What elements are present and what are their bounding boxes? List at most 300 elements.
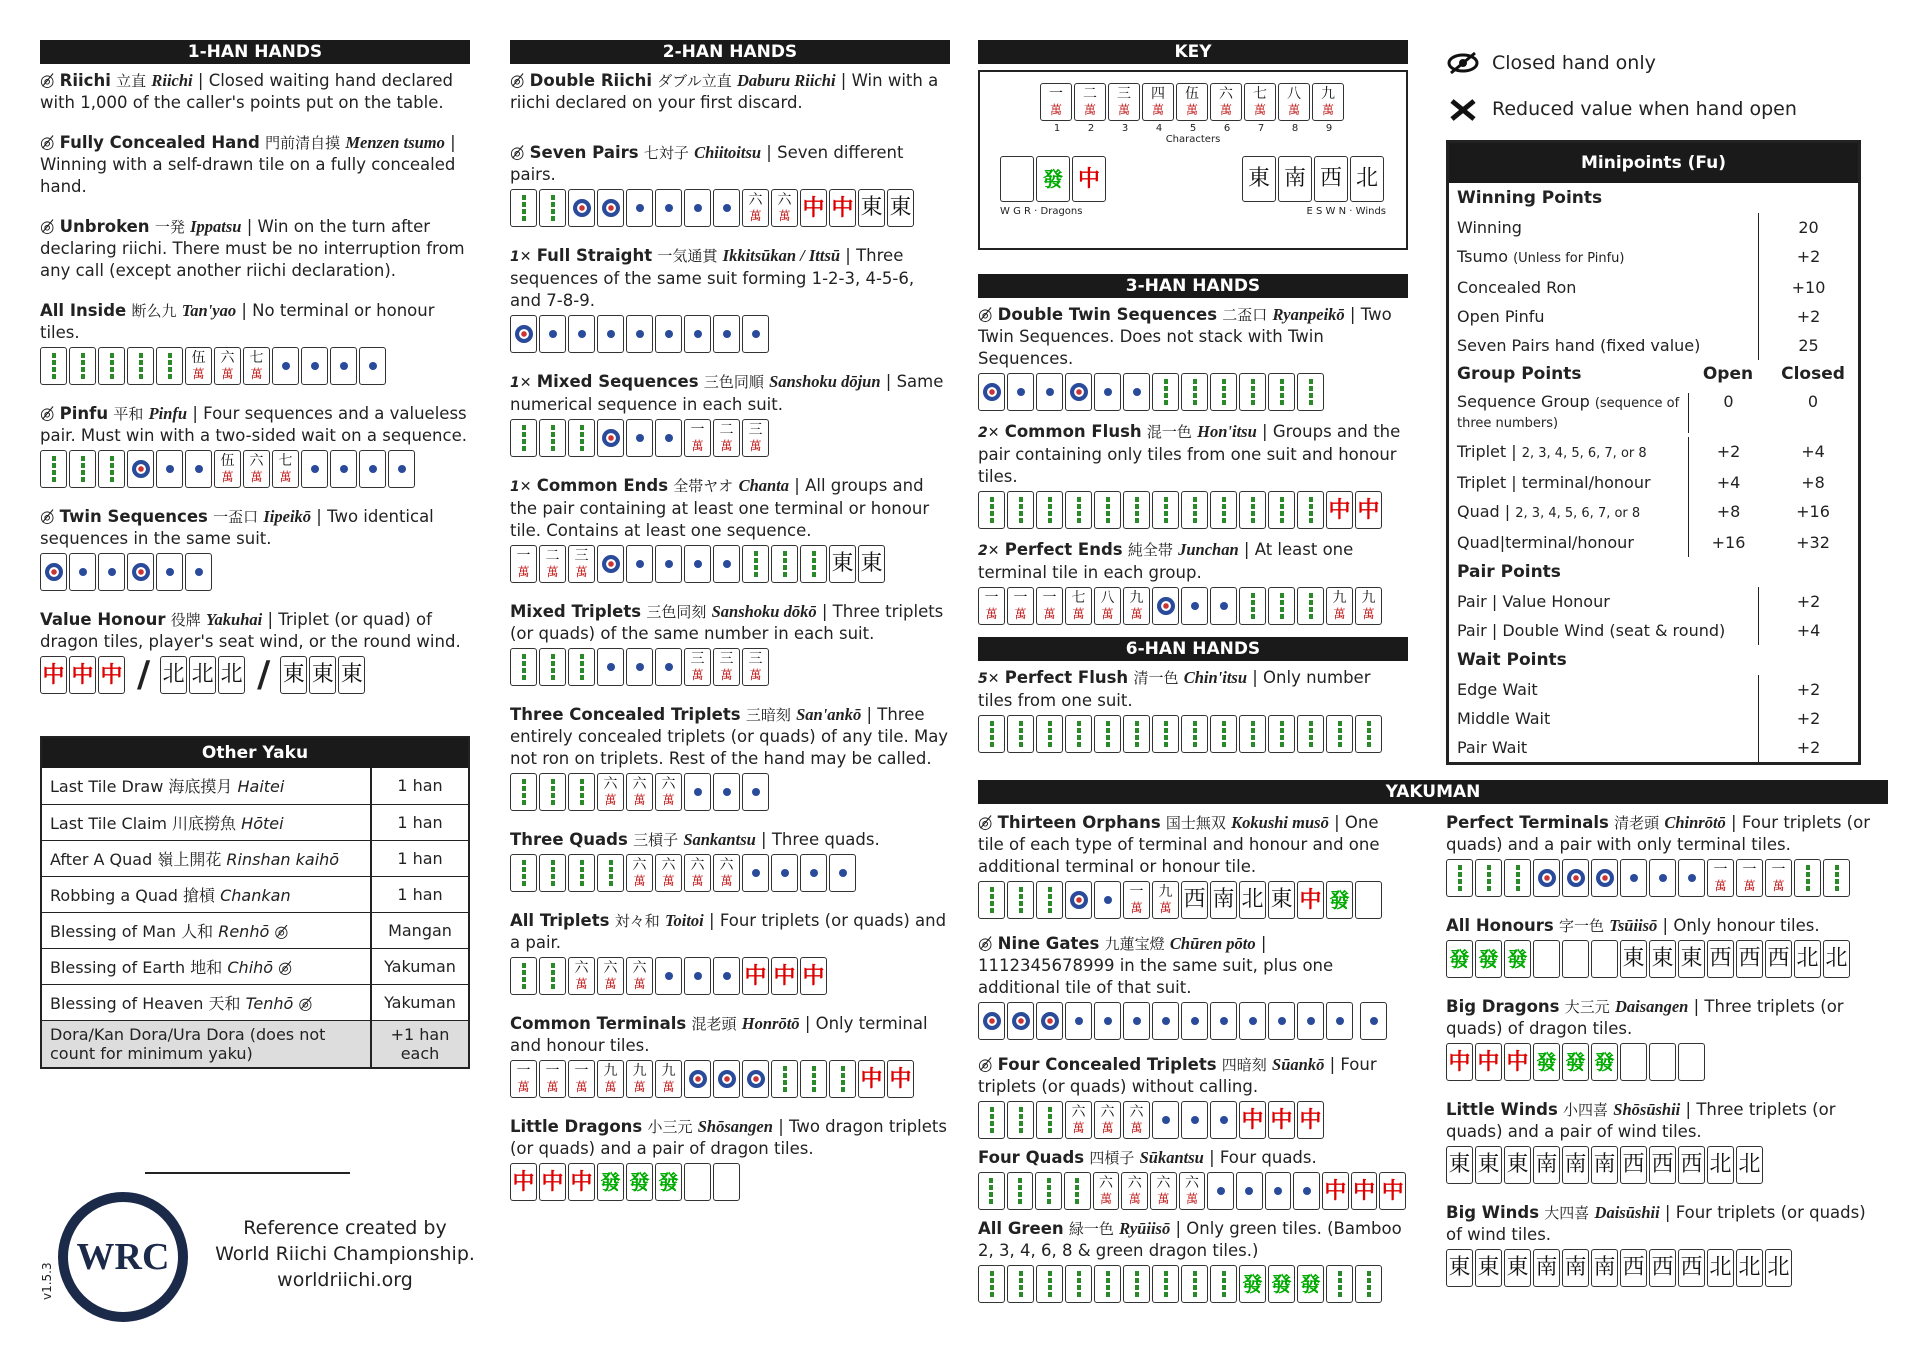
tile-man: 八 萬 (1094, 587, 1121, 625)
tile-sou (1239, 373, 1266, 411)
tile-sou (1152, 1265, 1179, 1303)
tile-man: 一 萬 (568, 1060, 595, 1098)
tile-sou (1036, 881, 1063, 919)
yaku-pinfu: ◎̸ Pinfu 平和 Pinfu | Four sequences and a valueless pair. Must win with a two-sided wait on a sequence. (40, 404, 467, 445)
tile-man: 六 萬 (1123, 1101, 1150, 1139)
tile-man: 六 萬 (771, 189, 798, 227)
tile-pin (713, 545, 740, 583)
tile-wind: 東 (887, 189, 914, 227)
tile-sou (1094, 491, 1121, 529)
closed-hand-icon: ◎̸ (40, 133, 55, 152)
tile-sou (1239, 491, 1266, 529)
tile-pin (1649, 859, 1676, 897)
closed-hand-icon: ◎̸ (274, 921, 289, 941)
tile-pin (185, 450, 212, 488)
yaku-chanta: 1✕ Common Ends 全帯ヤオ Chanta | All groups and the pair containing at least one terminal or honour tile. Contains at least one sequence. (510, 476, 930, 540)
tile-wind: 東 (1475, 1249, 1502, 1287)
tile-man: 六 萬 (1150, 1172, 1177, 1210)
tile-wind: 西 (1678, 1249, 1705, 1287)
tile-wind: 東 (1504, 1146, 1531, 1184)
tile-chun: 中 (887, 1060, 914, 1098)
tile-sou (1152, 491, 1179, 529)
tile-chun: 中 (858, 1060, 885, 1098)
yaku-iipeiko: ◎̸ Twin Sequences 一盃口 Iipeikō | Two identical sequences in the same suit. (40, 507, 434, 548)
tile-pin (655, 957, 682, 995)
yaku-suuanko: ◎̸ Four Concealed Triplets 四暗刻 Sūankō | Four triplets (or quads) without calling. (978, 1055, 1377, 1096)
tile-man: 一 萬 (1765, 859, 1792, 897)
tile-haku (1620, 1043, 1647, 1081)
tile-pin (1181, 1002, 1208, 1040)
tile-sou (1794, 859, 1821, 897)
tile-sou (1355, 1265, 1382, 1303)
tile-pin (742, 773, 769, 811)
legend-reduced: Reduced value when hand open (1446, 86, 1886, 132)
tile-man: 九 萬 (1326, 587, 1353, 625)
closed-hand-icon: ◎̸ (978, 934, 993, 953)
tile-haku (713, 1163, 740, 1201)
tile-sou (1181, 715, 1208, 753)
tile-pin (713, 957, 740, 995)
ryanpeiko-tiles (978, 373, 1408, 411)
tile-sou (1297, 373, 1324, 411)
tile-sou (69, 347, 96, 385)
tile-pin (1360, 1002, 1387, 1040)
tile-pin (127, 553, 154, 591)
yaku-yakuhai: Value Honour 役牌 Yakuhai | Triplet (or quad) of dragon tiles, player's seat wind, or the round wind. (40, 610, 461, 651)
tile-pin (1181, 1101, 1208, 1139)
tile-sou (510, 854, 537, 892)
closed-hand-icon: ◎̸ (978, 305, 993, 324)
tile-sou (1210, 1265, 1237, 1303)
tile-sou (1065, 491, 1092, 529)
chiitoitsu-tiles (510, 189, 950, 227)
yaku-fully-concealed: ◎̸ Fully Concealed Hand 門前清自摸 Menzen tsumo | Winning with a self-drawn tile on a fully concealed hand. (40, 133, 456, 196)
tanyao-tiles (40, 347, 470, 385)
tile-pin (684, 545, 711, 583)
tile-pin (1007, 373, 1034, 411)
tile-man: 六 萬 (597, 957, 624, 995)
tile-pin (359, 347, 386, 385)
tile-pin (1562, 859, 1589, 897)
tile-pin (330, 450, 357, 488)
tile-sou (1094, 1265, 1121, 1303)
suukantsu-tiles (978, 1172, 1408, 1210)
other-yaku-header: Other Yaku (41, 737, 469, 768)
tile-pin (713, 189, 740, 227)
tile-pin (1065, 373, 1092, 411)
tile-chun: 中 (1326, 491, 1353, 529)
tile-man: 六 萬 (626, 957, 653, 995)
tile-pin (626, 419, 653, 457)
tile-man: 七 萬 (272, 450, 299, 488)
tile-sou (1123, 715, 1150, 753)
tile-sou (539, 957, 566, 995)
tile-chun: 中 (1297, 1101, 1324, 1139)
tile-man: 六 萬 (1093, 1172, 1120, 1210)
tile-wind: 東 (1649, 940, 1676, 978)
closed-hand-icon: ◎̸ (510, 143, 525, 162)
three-han-header: 3-HAN HANDS (978, 274, 1408, 298)
tile-man: 一 萬 (1736, 859, 1763, 897)
closed-hand-icon: ◎̸ (40, 71, 55, 90)
sanshoku-doko-tiles (510, 648, 950, 686)
yaku-sananko: Three Concealed Triplets 三暗刻 San'ankō | Three entirely concealed triplets (or quads) of any tile. May not ron on triplets. Rest of the hand may be called. (510, 705, 949, 768)
separator-slash: / (257, 654, 271, 695)
tile-hatsu: 發 (1591, 1043, 1618, 1081)
tile-pin (655, 315, 682, 353)
tile-sou (800, 1060, 827, 1098)
tile-pin (1591, 859, 1618, 897)
tile-hatsu: 發 (1504, 940, 1531, 978)
tile-sou (1355, 715, 1382, 753)
honitsu-tiles (978, 491, 1408, 529)
closed-hand-icon (1446, 51, 1480, 75)
tile-man: 二 萬 (1074, 83, 1106, 121)
tile-hatsu: 發 (1239, 1265, 1266, 1303)
tile-pin (330, 347, 357, 385)
tile-man: 六 萬 (626, 773, 653, 811)
tile-sou (568, 648, 595, 686)
tile-pin (684, 315, 711, 353)
junchan-tiles (978, 587, 1408, 625)
tile-wind: 西 (1765, 940, 1792, 978)
tile-man: 九 萬 (655, 1060, 682, 1098)
yaku-tsuuiisou: All Honours 字一色 Tsūiisō | Only honour tiles. (1446, 916, 1820, 935)
yaku-daisangen: Big Dragons 大三元 Daisangen | Three triplets (or quads) of dragon tiles. (1446, 997, 1844, 1038)
tile-sou (1123, 1265, 1150, 1303)
tile-sou (539, 419, 566, 457)
tile-pin (1620, 859, 1647, 897)
tile-pin (272, 347, 299, 385)
tile-pin (771, 854, 798, 892)
yaku-shosangen: Little Dragons 小三元 Shōsangen | Two dragon triplets (or quads) and a pair of dragon tiles. (510, 1117, 947, 1158)
tile-hatsu: 發 (1475, 940, 1502, 978)
tile-pin (1094, 373, 1121, 411)
fu-table: Minipoints (Fu) Winning Points Winning 20 Tsumo (Unless for Pinfu) +2 Concealed Ron +10 Open Pinfu +2 Seven Pairs hand (fixed value) 25 Group Points Open Closed Sequence Group (sequence of three numbers) 0 0 Triplet | 2, 3, 4, 5, 6, 7, or 8 +2 +4 Triplet | terminal/honour +4 +8 Quad | 2, 3, 4, 5, 6, 7, or 8 +8 +16 Quad|terminal/honour +16 +32 Pair Points Pair | Value Honour +2 Pair | Double Wind (seat & round) +4 Wait Points Edge Wait +2 Middle Wait +2 Pair Wait +2 (1446, 140, 1861, 765)
tile-man: 六 萬 (1179, 1172, 1206, 1210)
tile-sou (1239, 587, 1266, 625)
legend-closed: Closed hand only (1446, 40, 1886, 86)
tile-hatsu: 發 (626, 1163, 653, 1201)
tile-haku (1649, 1043, 1676, 1081)
tile-man: 三 萬 (568, 545, 595, 583)
tile-pin (98, 553, 125, 591)
tile-chun: 中 (98, 656, 125, 694)
tile-man: 六 萬 (568, 957, 595, 995)
tile-sou (568, 419, 595, 457)
tile-sou (539, 189, 566, 227)
sanshoku-tiles (510, 419, 950, 457)
table-row: Robbing a Quad 搶槓 Chankan 1 han (41, 876, 469, 912)
tile-pin (742, 854, 769, 892)
tile-sou (40, 450, 67, 488)
tile-chun: 中 (1446, 1043, 1473, 1081)
tile-man: 九 萬 (626, 1060, 653, 1098)
tile-wind: 南 (1533, 1146, 1560, 1184)
tile-wind: 北 (1707, 1249, 1734, 1287)
chuuren-tiles (978, 1002, 1408, 1040)
tile-sou (1181, 491, 1208, 529)
tile-wind: 北 (1350, 156, 1384, 202)
column-three (978, 40, 1408, 753)
chanta-tiles (510, 545, 950, 583)
tile-pin (568, 189, 595, 227)
tile-wind: 北 (1765, 1249, 1792, 1287)
tile-sou (510, 773, 537, 811)
tile-sou (800, 545, 827, 583)
table-row: After A Quad 嶺上開花 Rinshan kaihō 1 han (41, 840, 469, 876)
yaku-ittsu: 1✕ Full Straight 一気通貫 Ikkitsūkan / Ittsū | Three sequences of the same suit forming 1-2-3, 4-5-6, and 7-8-9. (510, 246, 915, 310)
tile-pin (1094, 1002, 1121, 1040)
tile-wind: 南 (1533, 1249, 1560, 1287)
tile-man: 七 萬 (1065, 587, 1092, 625)
tile-pin (1297, 1002, 1324, 1040)
tile-chun: 中 (539, 1163, 566, 1201)
daisuushii-tiles (1446, 1249, 1886, 1287)
tile-pin (1210, 1101, 1237, 1139)
tile-sou (98, 450, 125, 488)
tile-pin (510, 315, 537, 353)
tile-pin (978, 373, 1005, 411)
tile-sou (771, 545, 798, 583)
yaku-riichi: ◎̸ Riichi 立直 Riichi | Closed waiting hand declared with 1,000 of the caller's points put on the table. (40, 71, 453, 112)
tile-sou (1181, 1265, 1208, 1303)
reduced-value-icon: 1✕ (510, 375, 532, 391)
tile-pin (597, 189, 624, 227)
tile-man: 伍 萬 (1176, 83, 1208, 121)
yaku-chuuren: ◎̸ Nine Gates 九蓮宝燈 Chūren pōto | 1112345678999 in the same suit, plus one additional tile of that suit. (978, 934, 1334, 997)
tile-sou (1268, 491, 1295, 529)
tile-north: 北 (218, 656, 245, 694)
tile-man: 六 萬 (742, 189, 769, 227)
tile-wind: 西 (1181, 881, 1208, 919)
tile-haku (1591, 940, 1618, 978)
tsuuiisou-tiles (1446, 940, 1886, 978)
tile-wind: 西 (1620, 1146, 1647, 1184)
two-han-header: 2-HAN HANDS (510, 40, 950, 64)
tile-man: 七 萬 (1244, 83, 1276, 121)
tile-sou (1297, 491, 1324, 529)
tile-wind: 南 (1562, 1249, 1589, 1287)
tile-pin (684, 1060, 711, 1098)
tile-pin (713, 315, 740, 353)
tile-wind: 北 (1736, 1249, 1763, 1287)
reduced-value-icon: 1✕ (510, 249, 532, 265)
reduced-value-icon: 5✕ (978, 671, 1000, 687)
tile-man: 伍 萬 (214, 450, 241, 488)
tile-pin (185, 553, 212, 591)
shosangen-tiles (510, 1163, 950, 1201)
tile-wind: 西 (1649, 1146, 1676, 1184)
chinitsu-tiles (978, 715, 1408, 753)
yaku-ryuuiisou: All Green 緑一色 Ryūiisō | Only green tiles. (Bamboo 2, 3, 4, 6, 8 & green dragon tiles.) (978, 1219, 1402, 1260)
tile-sou (1123, 491, 1150, 529)
tile-chun: 中 (829, 189, 856, 227)
tile-chun: 中 (800, 189, 827, 227)
tile-sou (978, 1265, 1005, 1303)
shousuushii-tiles (1446, 1146, 1886, 1184)
table-row: Blessing of Heaven 天和 Tenhō ◎̸ Yakuman (41, 984, 469, 1020)
tile-sou (1036, 715, 1063, 753)
yaku-chinitsu: 5✕ Perfect Flush 清一色 Chin'itsu | Only number tiles from one suit. (978, 668, 1371, 710)
table-row: Blessing of Earth 地和 Chihō ◎̸ Yakuman (41, 948, 469, 984)
separator-slash: / (137, 654, 151, 695)
tile-man: 一 萬 (539, 1060, 566, 1098)
tile-man: 九 萬 (597, 1060, 624, 1098)
tile-pin (1123, 373, 1150, 411)
tile-pin (301, 450, 328, 488)
tile-sou (1181, 373, 1208, 411)
column-two-han (510, 40, 950, 1201)
tile-sou (539, 773, 566, 811)
tile-sou (156, 347, 183, 385)
tile-pin (388, 450, 415, 488)
tile-pin (684, 957, 711, 995)
tile-chun: 中 (1351, 1172, 1378, 1210)
tile-pin (597, 545, 624, 583)
tile-sou (127, 347, 154, 385)
tile-sou (510, 648, 537, 686)
reduced-value-icon (1446, 97, 1480, 121)
tile-pin (829, 854, 856, 892)
tile-sou (1326, 1265, 1353, 1303)
tile-wind: 西 (1707, 940, 1734, 978)
tile-man: 四 萬 (1142, 83, 1174, 121)
tile-pin (1236, 1172, 1263, 1210)
tile-wind: 東 (1446, 1146, 1473, 1184)
tile-haku (1000, 156, 1034, 202)
tile-wind: 北 (1823, 940, 1850, 978)
tile-sou (1007, 715, 1034, 753)
tile-sou (1094, 715, 1121, 753)
tile-pin (1065, 1002, 1092, 1040)
tile-pin (301, 347, 328, 385)
key-header: KEY (978, 40, 1408, 64)
tile-sou (978, 1172, 1005, 1210)
tile-chun: 中 (1355, 491, 1382, 529)
tile-pin (800, 854, 827, 892)
tile-pin (1210, 1002, 1237, 1040)
tile-wind: 北 (1707, 1146, 1734, 1184)
tile-hatsu: 發 (597, 1163, 624, 1201)
tile-sou (1007, 1172, 1034, 1210)
tile-man: 三 萬 (684, 648, 711, 686)
tile-pin (597, 648, 624, 686)
tile-sou (1446, 859, 1473, 897)
tile-wind: 東 (1620, 940, 1647, 978)
yaku-kokushi: ◎̸ Thirteen Orphans 国士無双 Kokushi musō | One tile of each type of terminal and honour and one additional terminal or honour tile. (978, 813, 1380, 876)
divider (145, 1172, 350, 1174)
tile-pin (1239, 1002, 1266, 1040)
tile-sou (1152, 373, 1179, 411)
tile-sou (829, 1060, 856, 1098)
tile-key: 一 萬 二 萬 三 萬 四 萬 伍 萬 六 萬 七 萬 八 萬 九 萬 1 2 3 4 5 6 7 8 9 Characters 發 中 東 南 西 北 W G R · Dragons E S W N · Winds (978, 70, 1408, 250)
tile-man: 二 萬 (713, 419, 740, 457)
tile-pin (1678, 859, 1705, 897)
yaku-daisuushii: Big Winds 大四喜 Daisūshii | Four triplets (or quads) of wind tiles. (1446, 1203, 1866, 1244)
closed-hand-icon: ◎̸ (510, 71, 525, 90)
tile-wind: 東 (1268, 881, 1295, 919)
tile-sou (1007, 881, 1034, 919)
tile-man: 九 萬 (1355, 587, 1382, 625)
tile-man: 六 萬 (1121, 1172, 1148, 1210)
tile-pin (539, 315, 566, 353)
tile-sou (510, 189, 537, 227)
tile-east: 東 (338, 656, 365, 694)
tile-sou (1297, 587, 1324, 625)
column-four (1446, 40, 1886, 765)
ryuuiisou-tiles (978, 1265, 1408, 1303)
yaku-double-riichi: ◎̸ Double Riichi ダブル立直 Daburu Riichi | Win with a riichi declared on your first discard. (510, 71, 939, 112)
tile-pin (40, 553, 67, 591)
tile-pin (713, 1060, 740, 1098)
tile-sou (69, 450, 96, 488)
tile-pin (742, 315, 769, 353)
tile-haku (1678, 1043, 1705, 1081)
tile-pin (742, 1060, 769, 1098)
yaku-chiitoitsu: ◎̸ Seven Pairs 七対子 Chiitoitsu | Seven different pairs. (510, 143, 904, 184)
tile-pin (568, 315, 595, 353)
tile-man: 八 萬 (1278, 83, 1310, 121)
tile-chun: 中 (510, 1163, 537, 1201)
tile-chun: 中 (1297, 881, 1324, 919)
yaku-sanshoku-doko: Mixed Triplets 三色同刻 Sanshoku dōkō | Three triplets (or quads) of the same number in each suit. (510, 602, 944, 643)
tile-hatsu: 發 (1268, 1265, 1295, 1303)
table-row: Last Tile Draw 海底摸月 Haitei 1 han (41, 768, 469, 804)
tile-wind: 東 (858, 545, 885, 583)
tile-haku (684, 1163, 711, 1201)
tile-pin (1207, 1172, 1234, 1210)
tile-pin (1152, 1002, 1179, 1040)
table-row: Last Tile Claim 川底撈魚 Hōtei 1 han (41, 804, 469, 840)
tile-chun: 中 (1379, 1172, 1406, 1210)
tile-pin (655, 545, 682, 583)
tile-wind: 東 (858, 189, 885, 227)
yaku-suukantsu: Four Quads 四槓子 Sūkantsu | Four quads. (978, 1148, 1317, 1167)
credit-text: Reference created by World Riichi Championship. worldriichi.org (215, 1217, 475, 1291)
tile-sou (978, 1101, 1005, 1139)
tile-sou (1297, 715, 1324, 753)
tile-pin (1123, 1002, 1150, 1040)
tile-pin (655, 189, 682, 227)
tile-hatsu: 發 (1446, 940, 1473, 978)
yaku-toitoi: All Triplets 対々和 Toitoi | Four triplets (or quads) and a pair. (510, 911, 947, 952)
tile-pin (127, 450, 154, 488)
tile-pin (1036, 1002, 1063, 1040)
tile-sou (510, 419, 537, 457)
tile-pin (1152, 1101, 1179, 1139)
yaku-chinroto: Perfect Terminals 清老頭 Chinrōtō | Four triplets (or quads) and a pair with only terminal tiles. (1446, 813, 1870, 854)
tile-wind: 北 (1239, 881, 1266, 919)
yakuman-right (1446, 806, 1886, 1287)
column-one-han (40, 40, 470, 1069)
tile-north: 北 (189, 656, 216, 694)
closed-hand-icon: ◎̸ (40, 217, 55, 236)
tile-sou (1504, 859, 1531, 897)
tile-wind: 西 (1314, 156, 1348, 202)
yakuhai-tiles (40, 656, 470, 694)
yaku-sankantsu: Three Quads 三槓子 Sankantsu | Three quads. (510, 830, 880, 849)
tile-man: 一 萬 (510, 545, 537, 583)
tile-wind: 東 (1475, 1146, 1502, 1184)
wrc-logo: WRC (58, 1192, 188, 1322)
tile-man: 六 萬 (1065, 1101, 1092, 1139)
closed-hand-icon: ◎̸ (978, 1055, 993, 1074)
tile-wind: 東 (1242, 156, 1276, 202)
one-han-header: 1-HAN HANDS (40, 40, 470, 64)
yakuman-left (978, 806, 1408, 1303)
tile-wind: 東 (1504, 1249, 1531, 1287)
